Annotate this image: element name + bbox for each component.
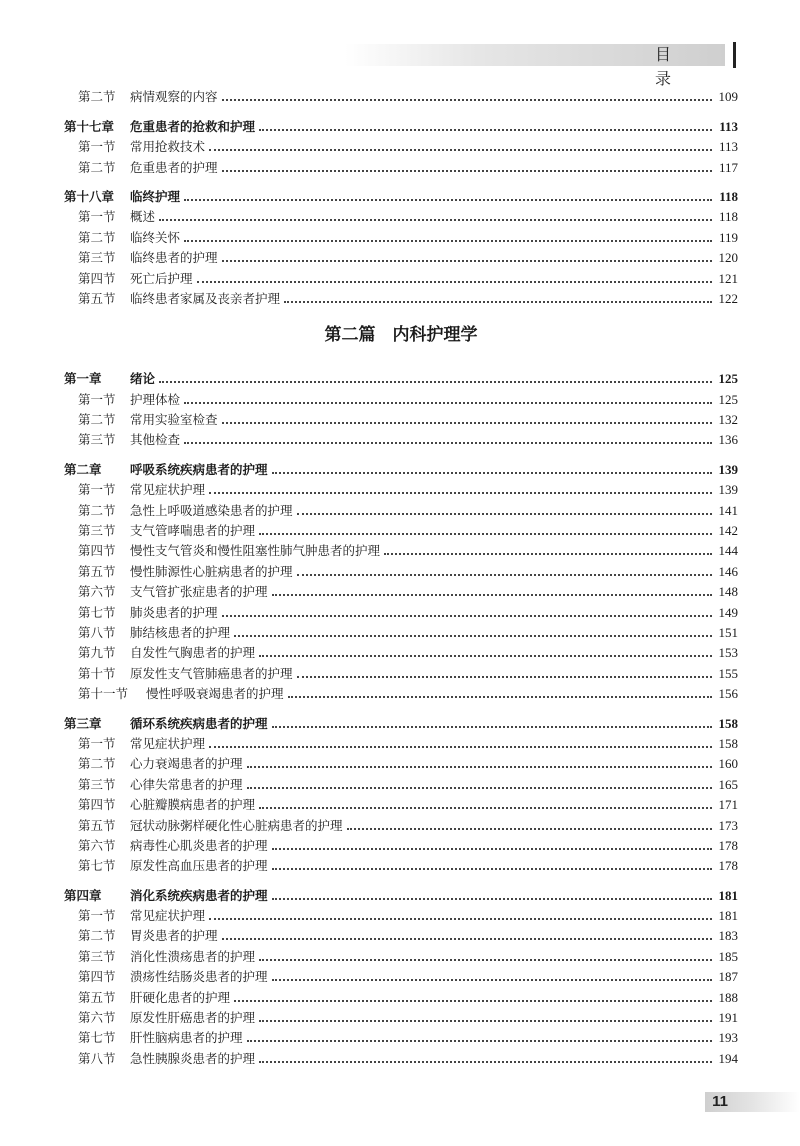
entry-page-number: 187	[718, 969, 738, 985]
entry-title: 消化性溃疡患者的护理	[130, 948, 256, 964]
entry-title: 肝硬化患者的护理	[130, 989, 231, 1005]
group-gap	[64, 177, 738, 186]
entry-number: 第二节	[78, 928, 116, 944]
dot-leader	[222, 98, 712, 101]
entry-title: 常见症状护理	[130, 908, 206, 924]
entry-title: 呼吸系统疾病患者的护理	[130, 461, 268, 477]
entry-page-number: 181	[718, 908, 738, 924]
entry-number: 第二节	[78, 89, 116, 105]
entry-title: 慢性呼吸衰竭患者的护理	[146, 686, 284, 702]
entry-title: 心脏瓣膜病患者的护理	[130, 797, 256, 813]
entry-page-number: 151	[718, 624, 738, 640]
entry-title: 肺结核患者的护理	[130, 624, 231, 640]
entry-page-number: 113	[719, 118, 738, 134]
dot-leader	[259, 128, 712, 131]
dot-leader	[347, 827, 712, 830]
entry-title: 消化系统疾病患者的护理	[130, 887, 268, 903]
entry-title: 胃炎患者的护理	[130, 928, 218, 944]
entry-number: 第二章	[64, 461, 102, 477]
entry-page-number: 121	[718, 270, 738, 286]
dot-leader	[259, 958, 712, 961]
entry-number: 第五节	[78, 817, 116, 833]
dot-leader	[272, 847, 712, 850]
dot-leader	[184, 441, 712, 444]
entry-number: 第四节	[78, 543, 116, 559]
entry-title: 死亡后护理	[130, 270, 193, 286]
toc-section-entry	[64, 986, 738, 1006]
dot-leader	[222, 614, 712, 617]
toc-section-entry	[64, 733, 738, 753]
toc-section-entry	[64, 560, 738, 580]
dot-leader	[259, 806, 712, 809]
entry-page-number: 193	[718, 1030, 738, 1046]
dot-leader	[247, 1039, 712, 1042]
entry-page-number: 158	[718, 735, 738, 751]
entry-title: 心力衰竭患者的护理	[130, 756, 243, 772]
entry-number: 第三节	[78, 523, 116, 539]
dot-leader	[259, 1060, 712, 1063]
dot-leader	[297, 573, 712, 576]
entry-page-number: 171	[718, 797, 738, 813]
entry-page-number: 173	[718, 817, 738, 833]
dot-leader	[222, 169, 712, 172]
entry-page-number: 178	[718, 858, 738, 874]
entry-title: 病毒性心肌炎患者的护理	[130, 837, 268, 853]
entry-page-number: 156	[718, 686, 738, 702]
entry-title: 护理体检	[130, 391, 181, 407]
dot-leader	[247, 765, 712, 768]
entry-page-number: 183	[718, 928, 738, 944]
entry-page-number: 181	[718, 887, 738, 903]
toc-section-entry	[64, 835, 738, 855]
entry-page-number: 178	[718, 837, 738, 853]
entry-number: 第一节	[78, 139, 116, 155]
entry-number: 第八节	[78, 624, 116, 640]
entry-number: 第五节	[78, 290, 116, 306]
entry-number: 第七节	[78, 1030, 116, 1046]
part-title: 第二篇 内科护理学	[324, 324, 478, 345]
entry-number: 第十七章	[64, 118, 115, 134]
entry-page-number: 148	[718, 584, 738, 600]
dot-leader	[184, 401, 712, 404]
entry-title: 概述	[130, 209, 156, 225]
entry-page-number: 109	[718, 89, 738, 105]
toc-section-entry	[64, 429, 738, 449]
toc-section-entry	[64, 409, 738, 429]
entry-page-number: 132	[718, 412, 738, 428]
table-of-contents	[64, 86, 738, 1068]
toc-section-entry	[64, 499, 738, 519]
dot-leader	[184, 239, 712, 242]
entry-number: 第一节	[78, 209, 116, 225]
entry-title: 急性上呼吸道感染患者的护理	[130, 502, 293, 518]
toc-section-entry	[64, 642, 738, 662]
dot-leader	[197, 280, 712, 283]
entry-title: 原发性支气管肺癌患者的护理	[130, 665, 293, 681]
toc-section-entry	[64, 966, 738, 986]
dot-leader	[209, 148, 712, 151]
toc-section-entry	[64, 388, 738, 408]
entry-page-number: 136	[718, 432, 738, 448]
entry-number: 第三节	[78, 948, 116, 964]
toc-section-entry	[64, 206, 738, 226]
entry-title: 支气管哮喘患者的护理	[130, 523, 256, 539]
toc-section-entry	[64, 622, 738, 642]
entry-page-number: 125	[718, 371, 738, 387]
entry-title: 常见症状护理	[130, 735, 206, 751]
entry-title: 自发性气胸患者的护理	[130, 645, 256, 661]
entry-title: 冠状动脉粥样硬化性心脏病患者的护理	[130, 817, 343, 833]
entry-number: 第七节	[78, 604, 116, 620]
entry-number: 第八节	[78, 1050, 116, 1066]
entry-title: 临终患者的护理	[130, 250, 218, 266]
dot-leader	[272, 725, 712, 728]
entry-title: 绪论	[130, 371, 156, 387]
dot-leader	[272, 978, 712, 981]
toc-section-entry	[64, 156, 738, 176]
dot-leader	[259, 532, 712, 535]
entry-page-number: 117	[718, 159, 738, 175]
entry-number: 第九节	[78, 645, 116, 661]
dot-leader	[209, 745, 712, 748]
entry-title: 慢性支气管炎和慢性阻塞性肺气肿患者的护理	[130, 543, 381, 559]
toc-section-entry	[64, 288, 738, 308]
entry-title: 循环系统疾病患者的护理	[130, 715, 268, 731]
entry-title: 肝性脑病患者的护理	[130, 1030, 243, 1046]
toc-chapter-entry	[64, 186, 738, 206]
group-gap	[64, 703, 738, 712]
entry-title: 临终护理	[130, 188, 181, 204]
entry-number: 第二节	[78, 159, 116, 175]
entry-page-number: 141	[718, 502, 738, 518]
dot-leader	[159, 380, 712, 383]
entry-number: 第一章	[64, 371, 102, 387]
entry-number: 第六节	[78, 1010, 116, 1026]
entry-page-number: 119	[718, 229, 738, 245]
entry-title: 临终患者家属及丧亲者护理	[130, 290, 281, 306]
toc-section-entry	[64, 905, 738, 925]
entry-number: 第四节	[78, 969, 116, 985]
toc-chapter-entry	[64, 884, 738, 904]
toc-chapter-entry	[64, 458, 738, 478]
dot-leader	[297, 675, 712, 678]
dot-leader	[259, 654, 712, 657]
entry-number: 第六节	[78, 584, 116, 600]
toc-section-entry	[64, 814, 738, 834]
toc-section-entry	[64, 945, 738, 965]
toc-section-entry	[64, 540, 738, 560]
dot-leader	[234, 634, 712, 637]
entry-page-number: 142	[718, 523, 738, 539]
toc-section-entry	[64, 1047, 738, 1067]
entry-number: 第十节	[78, 665, 116, 681]
group-gap	[64, 106, 738, 115]
entry-page-number: 165	[718, 776, 738, 792]
dot-leader	[222, 259, 712, 262]
entry-page-number: 118	[719, 188, 738, 204]
entry-page-number: 149	[718, 604, 738, 620]
toc-section-entry	[64, 226, 738, 246]
entry-title: 其他检查	[130, 432, 181, 448]
entry-number: 第一节	[78, 482, 116, 498]
entry-page-number: 139	[718, 482, 738, 498]
toc-section-entry	[64, 855, 738, 875]
dot-leader	[272, 471, 712, 474]
entry-page-number: 120	[718, 250, 738, 266]
dot-leader	[384, 552, 712, 555]
dot-leader	[222, 421, 712, 424]
entry-number: 第二节	[78, 756, 116, 772]
entry-page-number: 158	[718, 715, 738, 731]
entry-number: 第二节	[78, 502, 116, 518]
toc-section-entry	[64, 683, 738, 703]
entry-page-number: 125	[718, 391, 738, 407]
entry-number: 第五节	[78, 989, 116, 1005]
dot-leader	[259, 1019, 712, 1022]
toc-chapter-entry	[64, 115, 738, 135]
toc-section-entry	[64, 520, 738, 540]
toc-section-entry	[64, 247, 738, 267]
entry-number: 第三节	[78, 250, 116, 266]
entry-title: 临终关怀	[130, 229, 181, 245]
toc-section-entry	[64, 753, 738, 773]
dot-leader	[272, 897, 712, 900]
entry-page-number: 194	[718, 1050, 738, 1066]
group-gap	[64, 875, 738, 884]
entry-title: 原发性肝癌患者的护理	[130, 1010, 256, 1026]
entry-number: 第三节	[78, 432, 116, 448]
entry-title: 溃疡性结肠炎患者的护理	[130, 969, 268, 985]
dot-leader	[247, 786, 712, 789]
entry-number: 第一节	[78, 391, 116, 407]
toc-section-entry	[64, 581, 738, 601]
entry-page-number: 188	[718, 989, 738, 1005]
entry-number: 第六节	[78, 837, 116, 853]
entry-number: 第十八章	[64, 188, 115, 204]
entry-page-number: 139	[718, 461, 738, 477]
toc-section-entry	[64, 601, 738, 621]
entry-page-number: 160	[718, 756, 738, 772]
entry-page-number: 118	[718, 209, 738, 225]
entry-title: 支气管扩张症患者的护理	[130, 584, 268, 600]
entry-page-number: 113	[718, 139, 738, 155]
entry-page-number: 144	[718, 543, 738, 559]
toc-chapter-entry	[64, 712, 738, 732]
entry-number: 第四节	[78, 797, 116, 813]
toc-section-entry	[64, 1007, 738, 1027]
entry-title: 常见症状护理	[130, 482, 206, 498]
toc-section-entry	[64, 662, 738, 682]
entry-number: 第一节	[78, 735, 116, 751]
dot-leader	[284, 300, 712, 303]
toc-section-entry	[64, 794, 738, 814]
dot-leader	[209, 491, 712, 494]
toc-section-entry	[64, 86, 738, 106]
dot-leader	[234, 999, 712, 1002]
entry-page-number: 191	[718, 1010, 738, 1026]
entry-title: 原发性高血压患者的护理	[130, 858, 268, 874]
entry-number: 第五节	[78, 563, 116, 579]
header-rule	[733, 42, 736, 68]
entry-page-number: 155	[718, 665, 738, 681]
entry-page-number: 185	[718, 948, 738, 964]
entry-number: 第一节	[78, 908, 116, 924]
entry-title: 常用抢救技术	[130, 139, 206, 155]
toc-section-entry	[64, 1027, 738, 1047]
entry-number: 第七节	[78, 858, 116, 874]
entry-title: 危重患者的抢救和护理	[130, 118, 256, 134]
entry-page-number: 153	[718, 645, 738, 661]
entry-number: 第三节	[78, 776, 116, 792]
entry-number: 第四章	[64, 887, 102, 903]
group-gap	[64, 449, 738, 458]
entry-number: 第二节	[78, 229, 116, 245]
entry-title: 危重患者的护理	[130, 159, 218, 175]
toc-section-entry	[64, 925, 738, 945]
entry-page-number: 122	[718, 290, 738, 306]
entry-title: 肺炎患者的护理	[130, 604, 218, 620]
dot-leader	[297, 512, 712, 515]
entry-title: 病情观察的内容	[130, 89, 218, 105]
entry-number: 第二节	[78, 412, 116, 428]
page-number: 11	[712, 1093, 728, 1110]
toc-section-entry	[64, 267, 738, 287]
header-title: 目 录	[655, 45, 712, 88]
dot-leader	[184, 198, 712, 201]
toc-section-entry	[64, 479, 738, 499]
dot-leader	[272, 867, 712, 870]
dot-leader	[222, 937, 712, 940]
entry-title: 急性胰腺炎患者的护理	[130, 1050, 256, 1066]
entry-title: 慢性肺源性心脏病患者的护理	[130, 563, 293, 579]
toc-section-entry	[64, 773, 738, 793]
toc-section-entry	[64, 136, 738, 156]
entry-title: 心律失常患者的护理	[130, 776, 243, 792]
entry-number: 第四节	[78, 270, 116, 286]
toc-chapter-entry	[64, 368, 738, 388]
dot-leader	[288, 695, 712, 698]
entry-number: 第三章	[64, 715, 102, 731]
dot-leader	[209, 917, 712, 920]
dot-leader	[272, 593, 712, 596]
entry-title: 常用实验室检查	[130, 412, 218, 428]
entry-page-number: 146	[718, 563, 738, 579]
entry-number: 第十一节	[78, 686, 129, 702]
dot-leader	[159, 218, 712, 221]
